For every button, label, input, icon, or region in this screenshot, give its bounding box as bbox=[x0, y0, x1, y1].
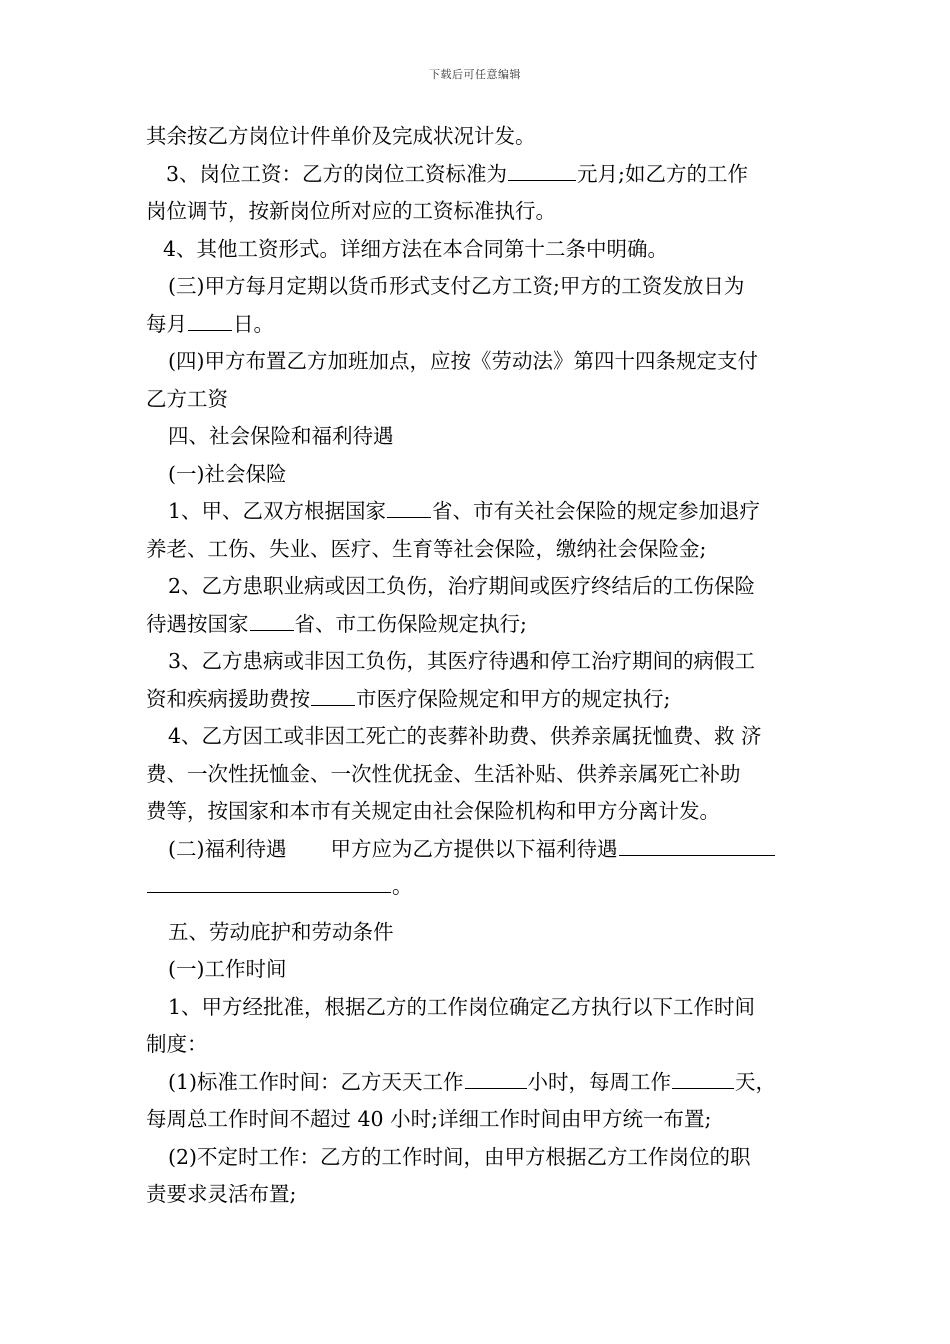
subsection-heading: (一)社会保险 bbox=[168, 461, 287, 486]
fill-blank bbox=[188, 329, 232, 331]
paragraph-gap bbox=[146, 906, 814, 914]
paragraph-line: 1、甲方经批准，根据乙方的工作岗位确定乙方执行以下工作时间 bbox=[168, 994, 756, 1019]
fill-blank bbox=[387, 516, 431, 518]
page-header: 下载后可任意编辑 bbox=[429, 68, 521, 81]
paragraph-line: 每周总工作时间不超过 40 小时;详细工作时间由甲方统一布置; bbox=[146, 1107, 712, 1131]
line-text: 待遇按国家 bbox=[146, 611, 249, 636]
paragraph-line bbox=[146, 1064, 814, 1102]
line-text: 甲方应为乙方提供以下福利待遇 bbox=[330, 836, 618, 861]
line-text: 日。 bbox=[233, 311, 274, 336]
paragraph-line bbox=[146, 831, 814, 869]
fill-blank bbox=[619, 854, 775, 856]
fill-blank bbox=[465, 1087, 527, 1089]
paragraph-line: 岗位调节，按新岗位所对应的工资标准执行。 bbox=[146, 199, 556, 223]
paragraph-line bbox=[146, 156, 814, 194]
paragraph-line: 4、其他工资形式。详细方法在本合同第十二条中明确。 bbox=[163, 236, 669, 261]
fill-blank bbox=[672, 1087, 734, 1089]
paragraph-line: 2、乙方患职业病或因工负伤，治疗期间或医疗终结后的工伤保险 bbox=[168, 574, 756, 598]
line-text: 。 bbox=[392, 874, 413, 898]
paragraph-line bbox=[146, 493, 814, 531]
fill-blank bbox=[147, 891, 391, 893]
paragraph-line: (四)甲方布置乙方加班加点，应按《劳动法》第四十四条规定支付 bbox=[168, 349, 758, 373]
paragraph-line: 其余按乙方岗位计件单价及完成状况计发。 bbox=[146, 124, 536, 148]
line-text: 每月 bbox=[146, 311, 187, 336]
subsection-heading: (二)福利待遇 bbox=[168, 836, 287, 861]
line-text: 元月;如乙方的工作 bbox=[577, 161, 748, 186]
line-text: 市医疗保险规定和甲方的规定执行; bbox=[356, 686, 671, 711]
line-text: 省、市工伤保险规定执行; bbox=[294, 611, 527, 636]
paragraph-line: (2)不定时工作：乙方的工作时间，由甲方根据乙方工作岗位的职 bbox=[168, 1144, 751, 1169]
paragraph-line: 4、乙方因工或非因工死亡的丧葬补助费、供养亲属抚恤费、救 济 bbox=[168, 724, 762, 748]
line-text: 1、甲、乙双方根据国家 bbox=[168, 499, 387, 523]
fill-blank bbox=[311, 704, 355, 706]
paragraph-line: 责要求灵活布置; bbox=[146, 1182, 297, 1206]
document-body bbox=[146, 118, 814, 1214]
line-text: 天， bbox=[735, 1069, 777, 1094]
line-text: 省、市有关社会保险的规定参加退疗 bbox=[432, 499, 761, 523]
paragraph-line: (三)甲方每月定期以货币形式支付乙方工资;甲方的工资发放日为 bbox=[168, 274, 745, 298]
subsection-heading: (一)工作时间 bbox=[168, 957, 287, 981]
paragraph-line bbox=[146, 306, 814, 344]
paragraph-line bbox=[146, 681, 814, 719]
fill-blank bbox=[250, 629, 294, 631]
line-text: 资和疾病援助费按 bbox=[146, 686, 310, 711]
section-heading: 四、社会保险和福利待遇 bbox=[168, 424, 394, 448]
section-heading: 五、劳动庇护和劳动条件 bbox=[168, 919, 394, 944]
paragraph-line: 养老、工伤、失业、医疗、生育等社会保险，缴纳社会保险金; bbox=[146, 536, 707, 561]
line-text: 小时，每周工作 bbox=[527, 1069, 672, 1094]
paragraph-line: 制度： bbox=[146, 1032, 208, 1056]
line-text: 3、岗位工资：乙方的岗位工资标准为 bbox=[166, 161, 508, 186]
paragraph-line: 费、一次性抚恤金、一次性优抚金、生活补贴、供养亲属死亡补助 bbox=[146, 761, 741, 786]
fill-blank bbox=[508, 179, 576, 181]
paragraph-line: 乙方工资 bbox=[146, 386, 228, 411]
line-text: (1)标准工作时间：乙方天天工作 bbox=[168, 1069, 464, 1094]
paragraph-line bbox=[146, 606, 814, 644]
paragraph-line bbox=[146, 868, 814, 906]
paragraph-line: 3、乙方患病或非因工负伤，其医疗待遇和停工治疗期间的病假工 bbox=[168, 649, 756, 673]
paragraph-line: 费等，按国家和本市有关规定由社会保险机构和甲方分离计发。 bbox=[146, 799, 720, 823]
